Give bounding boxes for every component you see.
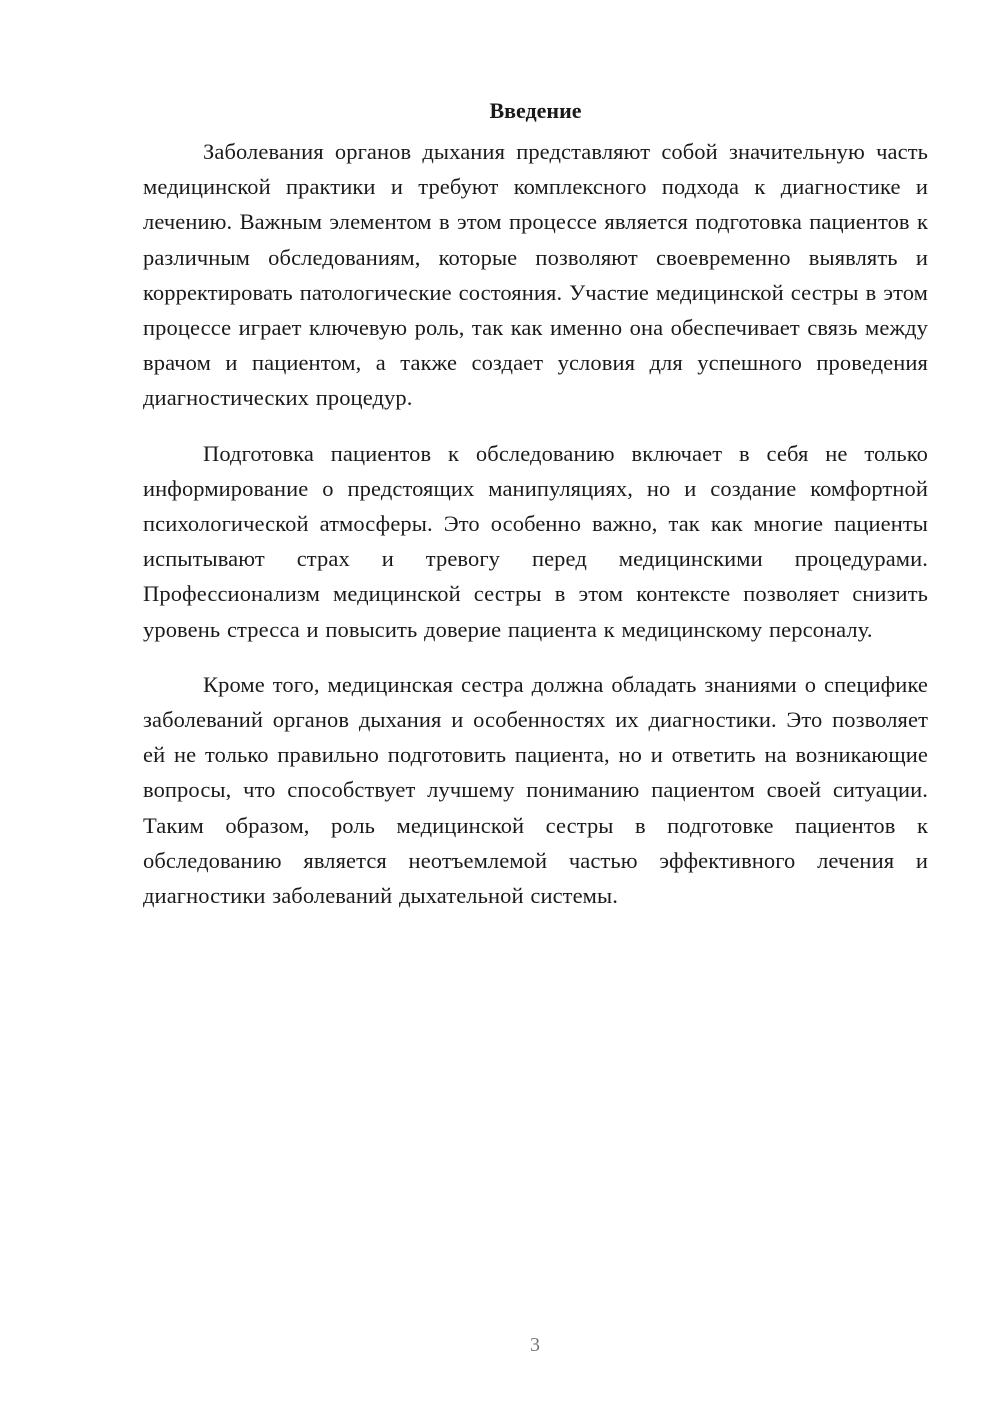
paragraph-2: Подготовка пациентов к обследованию включает в себя не только информирование о предстоящих манипуляциях, но и создание комфортной психологической атмосферы. Это особенно важно, так как многие пациенты испытывают страх и тревогу перед медицинскими процедурами. Профессионализм медицинской сестры в этом контексте позволяет снизить уровень стресса и повысить доверие пациента к медицинскому персоналу.	[143, 440, 928, 642]
paragraph-3: Кроме того, медицинская сестра должна обладать знаниями о специфике заболеваний органов дыхания и особенностях их диагностики. Это позволяет ей не только правильно подготовить пациента, но и ответить на возникающие вопросы, что способствует лучшему пониманию пациентом своей ситуации. Таким образом, роль медицинской сестры в подготовке пациентов к обследованию является неотъемлемой частью эффективного лечения и диагностики заболеваний дыхательной системы.	[143, 671, 928, 909]
section-title: Введение	[489, 98, 582, 123]
page-number: 3	[530, 1334, 540, 1356]
paragraph-1: Заболевания органов дыхания представляют собой значительную часть медицинской практики и требуют комплексного подхода к диагностике и лечению. Важным элементом в этом процессе является подготовка пациентов к различным обследованиям, которые позволяют своевременно выявлять и корректировать патологические состояния. Участие медицинской сестры в этом процессе играет ключевую роль, так как именно она обеспечивает связь между врачом и пациентом, а также создает условия для успешного проведения диагностических процедур.	[143, 139, 928, 411]
page-content	[143, 96, 928, 933]
